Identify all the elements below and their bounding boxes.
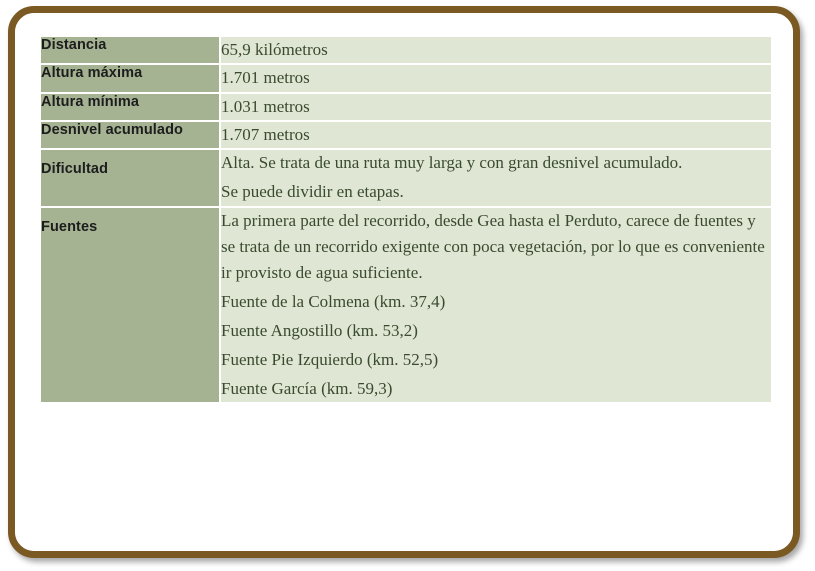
table-row [41, 93, 771, 121]
rounded-document-frame [8, 6, 800, 558]
row-value-dificultad [220, 149, 771, 206]
value-line: 1.031 metros [221, 96, 310, 116]
value-line: Fuente Angostillo (km. 53,2) [221, 321, 418, 341]
row-label-altura-maxima: Altura máxima [41, 64, 220, 92]
frame-inner [15, 13, 793, 551]
value-line: 65,9 kilómetros [221, 40, 328, 59]
row-value-desnivel-acumulado [220, 121, 771, 149]
value-line: Se puede dividir en etapas. [221, 182, 404, 202]
row-label-dificultad: Dificultad [41, 149, 220, 206]
row-value-altura-maxima [220, 64, 771, 92]
route-info-table [41, 37, 771, 404]
value-line: Fuente Pie Izquierdo (km. 52,5) [221, 349, 439, 369]
value-line: 1.701 metros [221, 68, 310, 88]
row-value-altura-minima [220, 93, 771, 121]
row-label-distancia: Distancia [41, 37, 220, 64]
value-line: 1.707 metros [221, 125, 310, 145]
row-label-altura-minima: Altura mínima [41, 93, 220, 121]
row-value-fuentes [220, 207, 771, 404]
row-label-desnivel-acumulado: Desnivel acumulado [41, 121, 220, 149]
value-line: Fuente de la Colmena (km. 37,4) [221, 292, 446, 312]
row-label-fuentes: Fuentes [41, 207, 220, 404]
value-line: La primera parte del recorrido, desde Gea hasta el Perduto, carece de fuentes y se trata de un recorrido exigente con poca vegetación, por lo que es conveniente ir provisto de agua suficiente. [221, 210, 765, 283]
table-row [41, 207, 771, 404]
route-info-table-wrapper [41, 37, 771, 404]
table-row [41, 64, 771, 92]
table-row [41, 37, 771, 64]
value-line: Fuente García (km. 59,3) [221, 378, 393, 398]
value-line: Alta. Se trata de una ruta muy larga y con gran desnivel acumulado. [221, 153, 683, 173]
table-row [41, 149, 771, 206]
table-row [41, 121, 771, 149]
row-value-distancia [220, 37, 771, 64]
